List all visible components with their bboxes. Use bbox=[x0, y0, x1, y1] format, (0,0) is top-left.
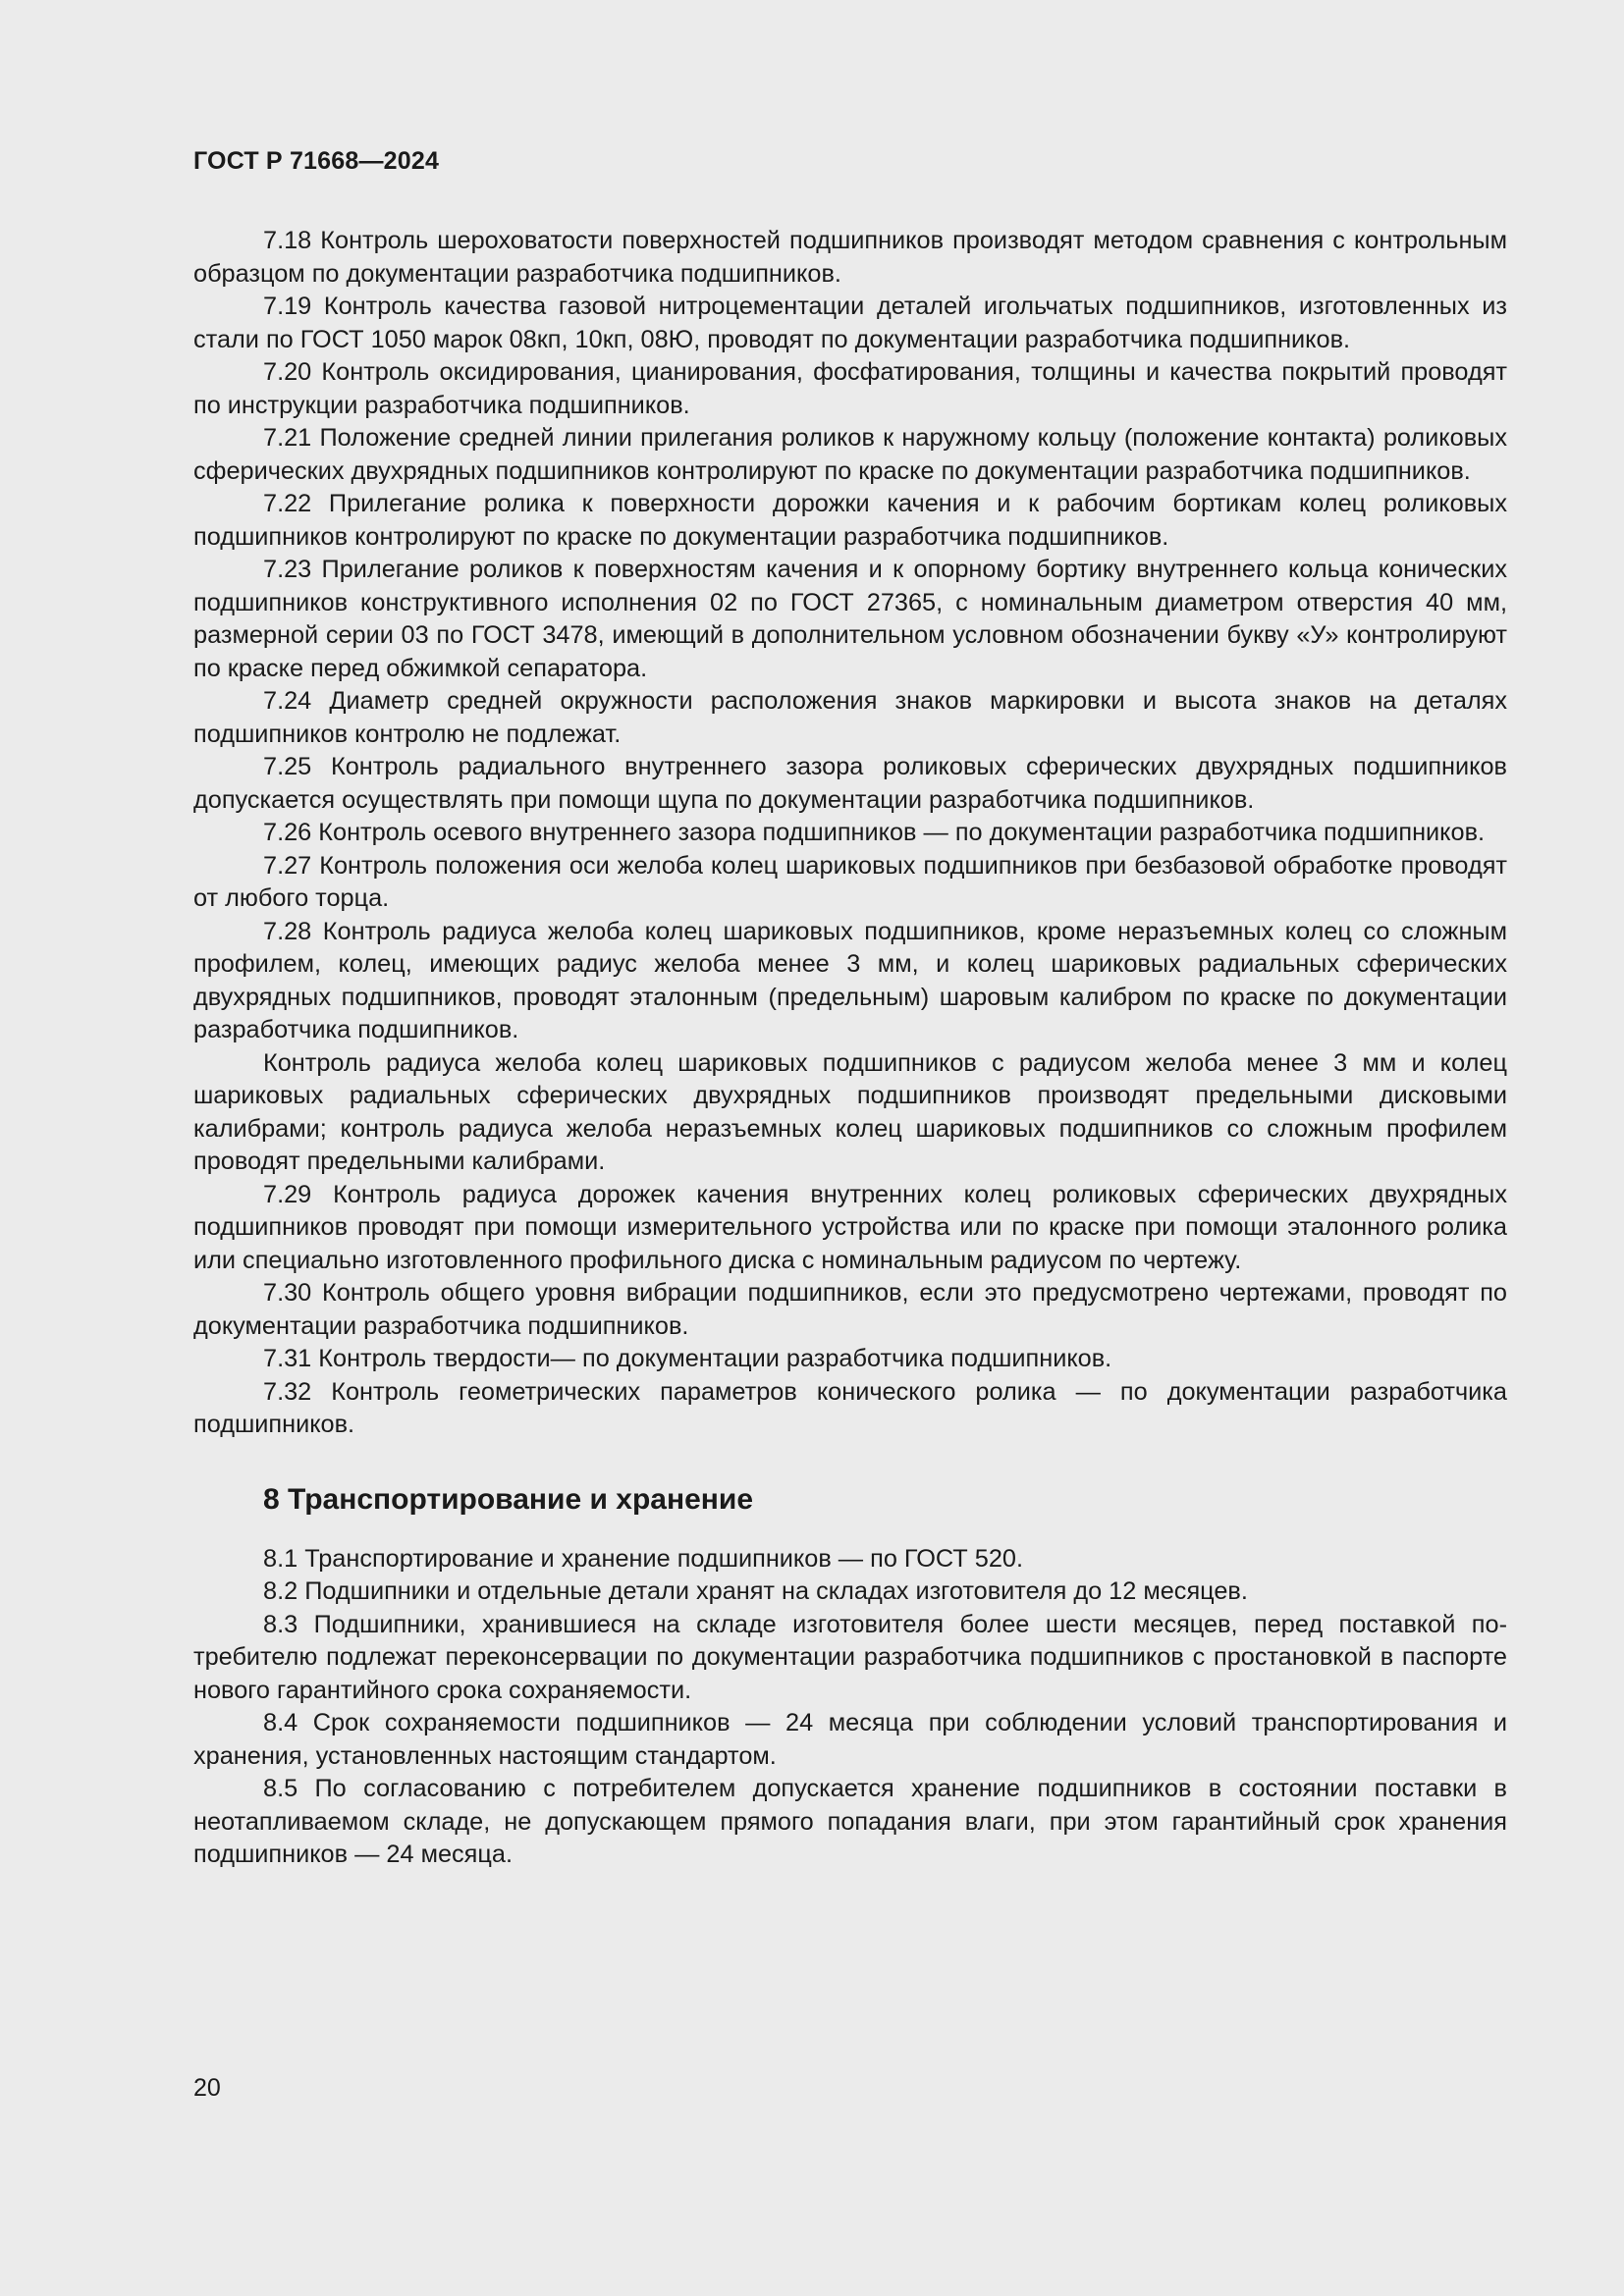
paragraph-7-21: 7.21 Положение средней линии прилегания роликов к наружному кольцу (положение контакта) роликовых сферических двухрядных подшипников контролируют по краске по документации разработчика подшипников. bbox=[193, 424, 1507, 485]
paragraph-7-28-continued: Контроль радиуса желоба колец шариковых подшипников с радиусом желоба менее 3 мм и колец шариковых радиальных сферических двухрядных подшипников производят предельными дисковыми калибрами; контроль радиуса желоба неразъемных колец шариковых подшипников со сложным профилем проводят предельными калибрами. bbox=[193, 1048, 1507, 1175]
paragraph-8-4: 8.4 Срок сохраняемости подшипников — 24 месяца при соблюдении условий транспортирования и хранения, установленных настоящим стандартом. bbox=[193, 1709, 1507, 1770]
paragraph-7-30: 7.30 Контроль общего уровня вибрации подшипников, если это предусмотрено чертежами, проводят по документации разработчика подшипников. bbox=[193, 1279, 1507, 1340]
paragraph-7-19: 7.19 Контроль качества газовой нитроцементации деталей игольчатых подшипников, изготовленных из стали по ГОСТ 1050 марок 08кп, 10кп, 08Ю, проводят по документации разработчика подшипников. bbox=[193, 293, 1507, 353]
paragraph-8-3: 8.3 Подшипники, хранившиеся на складе изготовителя более шести месяцев, перед поставкой потребителю подлежат переконсервации по документации разработчика подшипников с простановкой в паспорте нового гарантийного срока сохраняемости. bbox=[193, 1610, 1507, 1704]
paragraph-8-2: 8.2 Подшипники и отдельные детали хранят на складах изготовителя до 12 месяцев. bbox=[263, 1577, 1248, 1605]
page-number: 20 bbox=[193, 2074, 221, 2102]
paragraph-7-27: 7.27 Контроль положения оси желоба колец шариковых подшипников при безбазовой обработке проводят от любого торца. bbox=[193, 851, 1507, 912]
paragraph-7-23: 7.23 Прилегание роликов к поверхностям качения и к опорному бортику внутреннего кольца конических подшипников конструктивного исполнения 02 по ГОСТ 27365, с номинальным диаметром отверстия 40 мм, размерной серии 03 по ГОСТ 3478, имеющий в дополнительном условном обозначении букву «У» контролируют по краске перед обжимкой сепаратора. bbox=[193, 556, 1507, 682]
paragraph-7-28: 7.28 Контроль радиуса желоба колец шариковых подшипников, кроме неразъемных колец со сложным профилем, колец, имеющих радиус желоба менее 3 мм, и колец шариковых радиальных сферических двухрядных подшипников, проводят эталонным (предельным) шаровым калибром по краске по документации разработчика подшипников. bbox=[193, 917, 1507, 1043]
section-8-body bbox=[193, 1543, 1507, 1872]
document-header: ГОСТ Р 71668—2024 bbox=[193, 147, 440, 175]
paragraph-7-22: 7.22 Прилегание ролика к поверхности дорожки качения и к рабочим бортикам колец роликовых подшипников контролируют по краске по документации разработчика подшипников. bbox=[193, 490, 1507, 551]
section-8-heading: 8 Транспортирование и хранение bbox=[263, 1482, 754, 1516]
paragraph-7-32: 7.32 Контроль геометрических параметров конического ролика — по документации разработчика подшипников. bbox=[193, 1377, 1507, 1438]
paragraph-7-24: 7.24 Диаметр средней окружности расположения знаков маркировки и высота знаков на деталях подшипников контролю не подлежат. bbox=[193, 687, 1507, 748]
paragraph-7-29: 7.29 Контроль радиуса дорожек качения внутренних колец роликовых сферических двухрядных подшипников проводят при помощи измерительного устройства или по краске при помощи эталонного ролика или специально изготовленного профильного диска с номинальным радиусом по чертежу. bbox=[193, 1180, 1507, 1274]
paragraph-8-5: 8.5 По согласованию с потребителем допускается хранение подшипников в состоянии поставки в неотапливаемом складе, не допускающем прямого попадания влаги, при этом гарантийный срок хранения подшипников — 24 месяца. bbox=[193, 1775, 1507, 1868]
paragraph-7-26: 7.26 Контроль осевого внутреннего зазора подшипников — по документации разработчика подшипников. bbox=[263, 819, 1486, 846]
paragraph-7-20: 7.20 Контроль оксидирования, цианирования, фосфатирования, толщины и качества покрытий проводят по инструкции разработчика подшипников. bbox=[193, 358, 1507, 419]
document-body bbox=[193, 225, 1507, 1872]
paragraph-7-18: 7.18 Контроль шероховатости поверхностей подшипников производят методом сравнения с контрольным образцом по документации разработчика подшипников. bbox=[193, 227, 1507, 288]
section-7-body bbox=[193, 225, 1507, 1442]
paragraph-7-31: 7.31 Контроль твердости— по документации разработчика подшипников. bbox=[263, 1345, 1112, 1372]
paragraph-7-25: 7.25 Контроль радиального внутреннего зазора роликовых сферических двухрядных подшипников допускается осуществлять при помощи щупа по документации разработчика подшипников. bbox=[193, 753, 1507, 814]
paragraph-8-1: 8.1 Транспортирование и хранение подшипников — по ГОСТ 520. bbox=[263, 1544, 1024, 1573]
